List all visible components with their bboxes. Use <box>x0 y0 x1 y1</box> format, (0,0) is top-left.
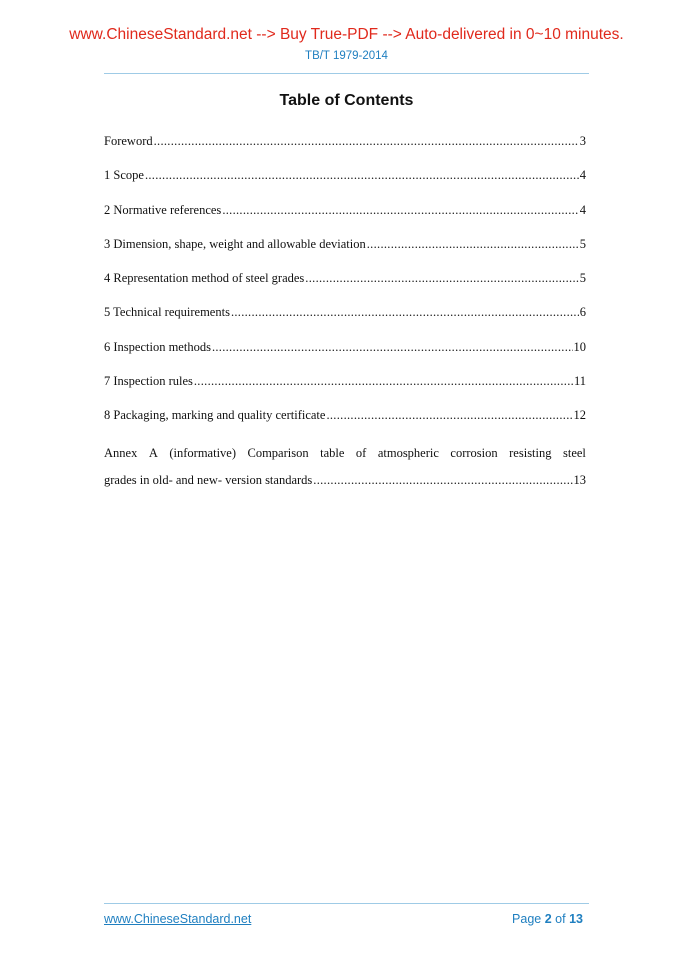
annex-title-line2: grades in old- and new- version standards <box>104 472 313 487</box>
table-of-contents <box>104 130 586 494</box>
toc-entry-label: 7 Inspection rules <box>104 374 193 389</box>
header-banner[interactable]: www.ChineseStandard.net --> Buy True-PDF --> Auto-delivered in 0~10 minutes. <box>69 26 624 43</box>
toc-entry-page: 6 <box>579 305 586 320</box>
page-current: 2 <box>544 912 552 926</box>
toc-entry-label: Foreword <box>104 134 153 148</box>
annex-title-line1 <box>104 440 586 467</box>
annex-word: (informative) <box>169 445 236 460</box>
annex-word: A <box>148 445 158 460</box>
toc-entry-page: 3 <box>579 134 586 148</box>
footer-website-link[interactable]: www.ChineseStandard.net <box>104 912 252 926</box>
toc-entry-page: 5 <box>579 271 586 286</box>
toc-entry-page: 10 <box>573 339 586 354</box>
annex-word: Annex <box>104 445 138 460</box>
toc-entry-normative-references[interactable] <box>104 199 586 233</box>
toc-leader-dots <box>367 233 579 255</box>
toc-leader-dots <box>231 301 579 323</box>
toc-entry-dimension[interactable] <box>104 233 586 267</box>
annex-word: corrosion <box>450 445 498 460</box>
annex-word: table <box>320 445 345 460</box>
toc-entry-label: 6 Inspection methods <box>104 339 211 354</box>
toc-entry-representation[interactable] <box>104 267 586 301</box>
toc-entry-page: 12 <box>573 408 586 423</box>
toc-entry-page: 13 <box>573 472 586 487</box>
annex-word: resisting <box>509 445 552 460</box>
annex-word: Comparison <box>247 445 309 460</box>
toc-entry-label: 5 Technical requirements <box>104 305 230 320</box>
toc-entry-label: 2 Normative references <box>104 202 222 217</box>
toc-entry-label: 8 Packaging, marking and quality certificate <box>104 408 326 423</box>
toc-leader-dots <box>154 130 579 152</box>
annex-word: of <box>355 445 367 460</box>
toc-leader-dots <box>313 467 572 494</box>
annex-word: steel <box>563 445 586 460</box>
toc-leader-dots <box>145 164 579 186</box>
toc-entry-label: 1 Scope <box>104 168 144 183</box>
page-prefix: Page <box>512 912 542 926</box>
toc-entry-scope[interactable] <box>104 164 586 198</box>
toc-entry-label: 3 Dimension, shape, weight and allowable deviation <box>104 236 366 251</box>
toc-entry-foreword[interactable] <box>104 130 586 164</box>
toc-entry-packaging[interactable] <box>104 404 586 438</box>
toc-leader-dots <box>326 404 572 426</box>
page-title: Table of Contents <box>279 92 414 109</box>
header-divider <box>104 73 589 74</box>
page-of: of <box>555 912 566 926</box>
annex-word: atmospheric <box>377 445 439 460</box>
toc-entry-annex-a[interactable] <box>104 440 586 494</box>
annex-title-line2-row <box>104 467 586 494</box>
toc-entry-page: 11 <box>573 374 586 389</box>
toc-entry-inspection-methods[interactable] <box>104 336 586 370</box>
standard-code: TB/T 1979-2014 <box>305 50 388 62</box>
toc-leader-dots <box>305 267 578 289</box>
toc-entry-label: 4 Representation method of steel grades <box>104 271 305 286</box>
footer-divider <box>104 903 589 904</box>
toc-entry-page: 4 <box>579 168 586 183</box>
toc-entry-page: 5 <box>579 236 586 251</box>
toc-entry-inspection-rules[interactable] <box>104 370 586 404</box>
toc-entry-technical-requirements[interactable] <box>104 301 586 335</box>
toc-leader-dots <box>194 370 573 392</box>
toc-entry-page: 4 <box>579 202 586 217</box>
page-total: 13 <box>569 912 583 926</box>
page-number <box>512 912 583 926</box>
toc-leader-dots <box>212 336 573 358</box>
toc-leader-dots <box>222 199 578 221</box>
